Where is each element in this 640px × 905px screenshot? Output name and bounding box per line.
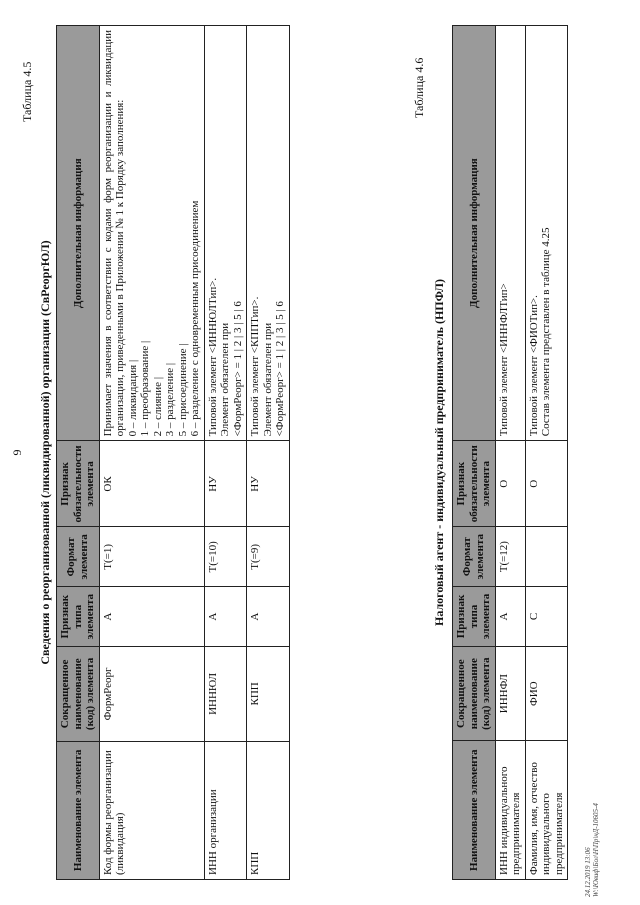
cell-element-format: T(=12) (495, 527, 525, 587)
table-row (495, 26, 525, 880)
cell-additional-info (525, 26, 568, 441)
header-element-name: Наименование элемента (57, 741, 100, 879)
cell-element-name: Фамилия, имя, отчество индивидуального предпринимателя (525, 741, 568, 880)
info-line: Элемент обязателен при (219, 322, 231, 437)
header-additional-info: Дополнительная информация (453, 26, 496, 441)
cell-element-code: ИННЮЛ (204, 647, 247, 742)
info-line: Принимает значения в соответствии с кодами форм реорганизации и ликвидации организации, приведенными в Приложении № 1 к Порядку заполнения: (101, 30, 126, 437)
info-line: 1 – преобразование | (139, 340, 151, 437)
header-element-code: Сокращенное наименование (код) элемента (57, 647, 100, 742)
cell-element-name: ИНН организации (204, 741, 247, 879)
cell-element-code: ФормРеорг (99, 647, 204, 742)
info-line: Типовой элемент <ИННЮЛТип>. (206, 277, 219, 437)
header-element-code: Сокращенное наименование (код) элемента (453, 646, 496, 741)
cell-element-type: С (525, 587, 568, 647)
info-line: Состав элемента представлен в таблице 4.25 (540, 227, 552, 437)
cell-additional-info (247, 26, 290, 441)
table-row (99, 26, 204, 880)
cell-element-obligation: НУ (247, 441, 290, 527)
cell-additional-info (204, 26, 247, 441)
info-line: 2 – слияние | (151, 376, 164, 437)
info-line: 5 – присоединение | (176, 343, 189, 437)
info-line: Типовой элемент <ИННФЛТип> (497, 283, 510, 437)
document-footer (584, 803, 600, 897)
header-element-obligation: Признак обязательности элемента (453, 441, 496, 527)
header-element-format: Формат элемента (453, 527, 496, 587)
info-line: 6 – разделение с одновременным присоединением (189, 200, 201, 437)
cell-element-obligation: О (495, 441, 525, 527)
cell-element-type: А (99, 587, 204, 647)
table-4-6 (452, 25, 568, 880)
table-header-row (57, 26, 100, 880)
info-line: 0 – ликвидация | (126, 359, 139, 437)
table-row (247, 26, 290, 880)
cell-element-format: T(=9) (247, 527, 290, 587)
cell-additional-info (495, 26, 525, 441)
table-4-6-title: Налоговый агент - индивидуальный предприниматель (НПФЛ) (432, 279, 446, 626)
info-line: <ФормРеорг> = 1 | 2 | 3 | 5 | 6 (274, 301, 286, 437)
footer-file-path: W:\Ювиф\Бол\Н\Пр\нД-10605-4 (592, 803, 600, 897)
header-element-name: Наименование элемента (453, 741, 496, 880)
header-additional-info: Дополнительная информация (57, 26, 100, 441)
cell-element-obligation: ОК (99, 441, 204, 527)
header-element-obligation: Признак обязательности элемента (57, 441, 100, 527)
info-line: Элемент обязателен при (261, 322, 274, 437)
table-4-5-label: Таблица 4.5 (20, 61, 34, 122)
info-line: <ФормРеорг> = 1 | 2 | 3 | 5 | 6 (231, 301, 244, 437)
cell-element-type: А (495, 587, 525, 647)
cell-element-obligation: О (525, 441, 568, 527)
cell-element-obligation: НУ (204, 441, 247, 527)
cell-element-code: КПП (247, 647, 290, 742)
cell-element-code: ФИО (525, 646, 568, 741)
info-line: 3 – разделение | (164, 362, 176, 437)
cell-element-name: КПП (247, 741, 290, 879)
cell-element-code: ИННФЛ (495, 646, 525, 741)
table-header-row (453, 26, 496, 880)
table-4-6-label: Таблица 4.6 (412, 57, 426, 118)
info-line: Типовой элемент <КППТип>. (249, 296, 261, 437)
page-number: 9 (10, 449, 24, 456)
table-row (525, 26, 568, 880)
cell-element-name: ИНН индивидуального предпринимателя (495, 741, 525, 880)
cell-element-format: T(=1) (99, 527, 204, 587)
cell-element-format: T(=10) (204, 527, 247, 587)
table-row (204, 26, 247, 880)
header-element-type: Признак типа элемента (453, 587, 496, 647)
header-element-type: Признак типа элемента (57, 587, 100, 647)
table-4-5-title: Сведения о реорганизованной (ликвидированной) организации (СвРеоргЮЛ) (38, 240, 52, 665)
cell-element-type: А (247, 587, 290, 647)
table-4-5 (56, 25, 290, 880)
cell-element-name: Код формы реорганизации (ликвидация) (99, 741, 204, 879)
cell-element-format (525, 527, 568, 587)
cell-element-type: А (204, 587, 247, 647)
cell-additional-info (99, 26, 204, 441)
header-element-format: Формат элемента (57, 527, 100, 587)
info-line: Типовой элемент <ФИОТип>. (527, 295, 540, 437)
footer-timestamp: 24.12.2019 13:06 (584, 847, 592, 897)
